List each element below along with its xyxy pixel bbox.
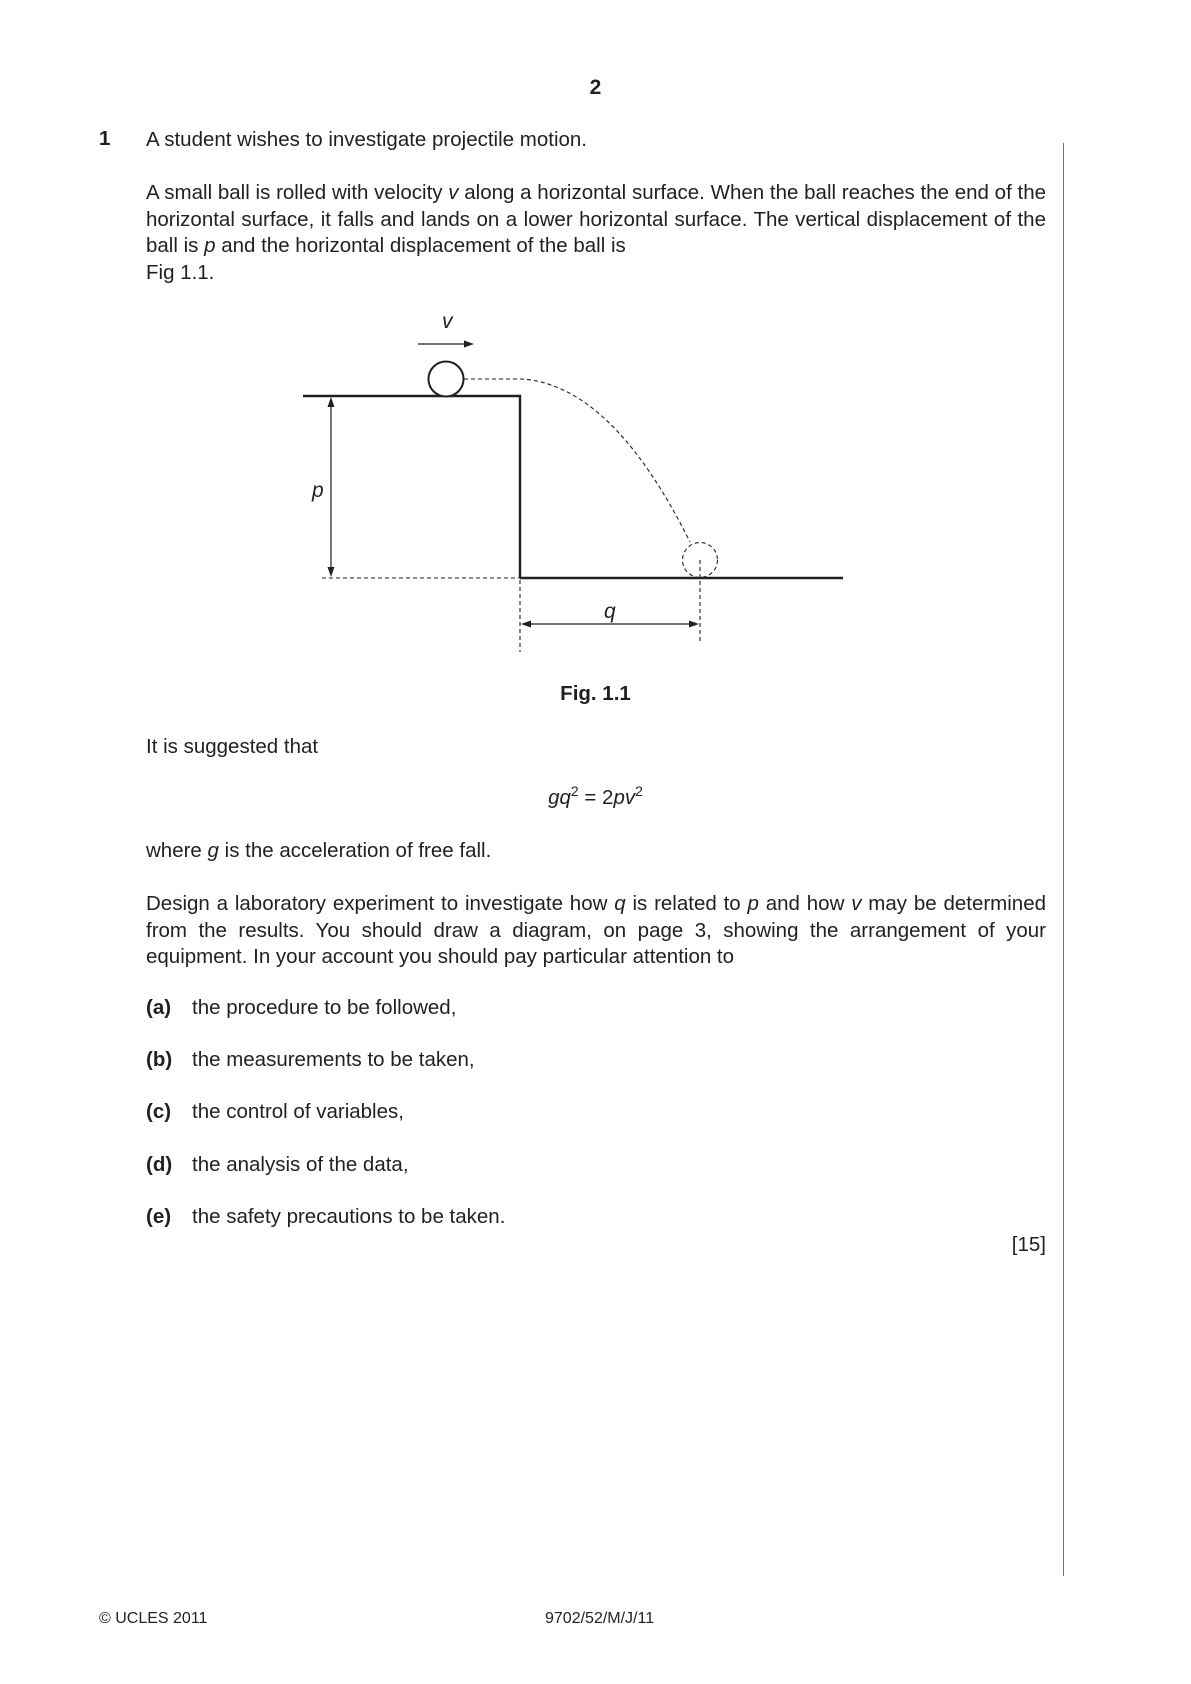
footer-copyright: © UCLES 2011 [99, 1610, 208, 1627]
list-item [146, 1205, 505, 1229]
question-intro: A student wishes to investigate projectile motion. [146, 128, 587, 151]
footer-code: 9702/52/M/J/11 [545, 1610, 655, 1627]
list-item [146, 1100, 404, 1124]
figure-label-p: p [312, 479, 324, 502]
projectile-figure [0, 0, 1191, 700]
figure-label-q: q [604, 600, 616, 623]
ball [429, 362, 464, 397]
item-text: the analysis of the data, [192, 1153, 409, 1176]
list-item [146, 996, 456, 1020]
list-item [146, 1048, 475, 1072]
list-item [146, 1153, 409, 1177]
item-text: the control of variables, [192, 1100, 404, 1123]
design-paragraph: Design a laboratory experiment to investigate how q is related to p and how v may be determined from the results. You should draw a diagram, on page 3, showing the arrangement of your equipment. In your account you should pay particular attention to [146, 892, 1047, 968]
p-arrowhead-bottom [328, 567, 335, 577]
item-text: the safety precautions to be taken. [192, 1205, 506, 1228]
item-text: the measurements to be taken, [192, 1048, 475, 1071]
trajectory-path [464, 379, 690, 542]
figure-label-v: v [442, 310, 453, 333]
figure-caption: Fig. 1.1 [560, 682, 631, 705]
where-text: where g is the acceleration of free fall. [146, 839, 492, 862]
upper-surface [303, 396, 520, 578]
item-label: (c) [146, 1100, 172, 1123]
item-text: the procedure to be followed, [192, 996, 457, 1019]
item-label: (e) [146, 1205, 172, 1228]
item-label: (a) [146, 996, 172, 1019]
velocity-arrowhead [464, 341, 474, 348]
question-paragraph: A small ball is rolled with velocity v along a horizontal surface. When the ball reaches the end of the horizontal surface, it falls and lands on a lower horizontal surface. The vertical displacement of the ball is p and the horizontal displacement of the ball is Fig 1.1. [146, 181, 1047, 284]
marks-total: [15] [1011, 1233, 1046, 1256]
question-number: 1 [99, 127, 111, 150]
item-label: (b) [146, 1048, 173, 1071]
item-label: (d) [146, 1153, 173, 1176]
p-arrowhead-top [328, 397, 335, 407]
q-arrowhead-right [689, 621, 699, 628]
page-number: 2 [589, 76, 602, 99]
suggestion-text: It is suggested that [146, 735, 319, 758]
equation: $gq^2 = 2pv^2$ [548, 783, 643, 809]
q-arrowhead-left [521, 621, 531, 628]
